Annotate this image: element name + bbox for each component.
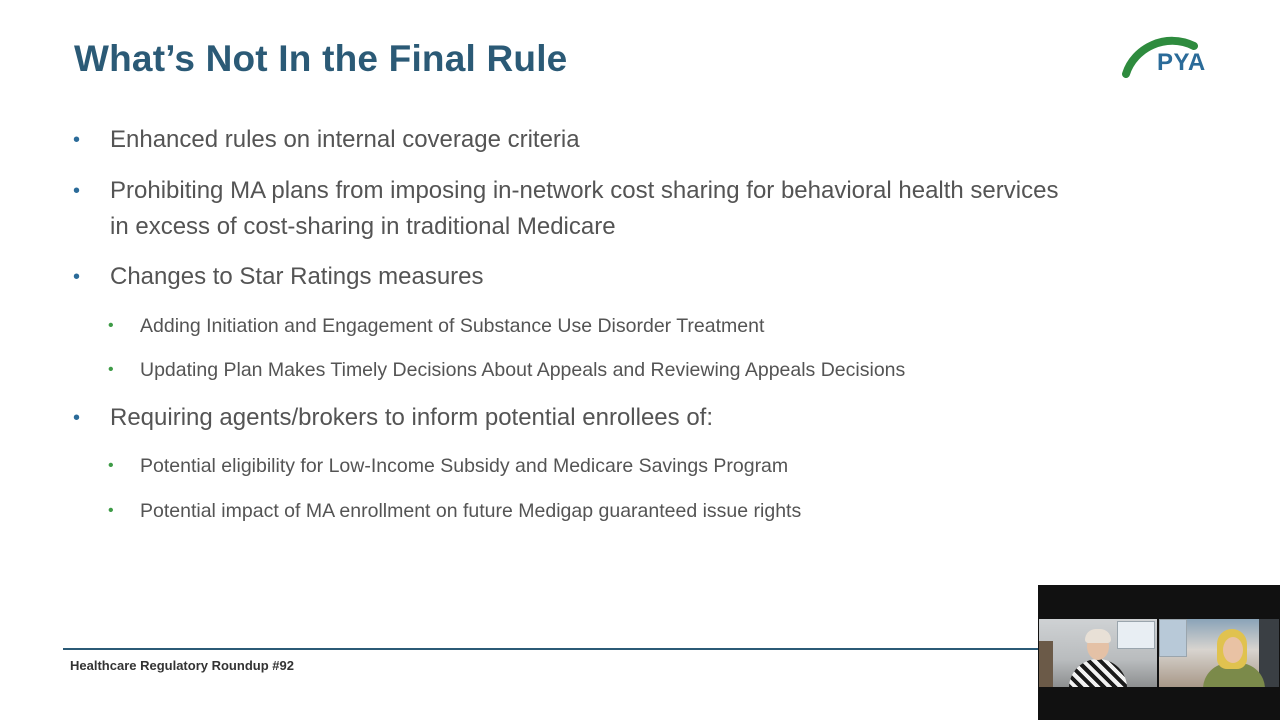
bullet-marker-icon: • — [73, 266, 81, 288]
bullet-marker-icon: • — [73, 180, 81, 202]
slide-title: What’s Not In the Final Rule — [74, 38, 568, 79]
bullet-text: Potential eligibility for Low-Income Subsidy and Medicare Savings Program — [140, 455, 789, 477]
bullet-text: Requiring agents/brokers to inform potential enrollees of: — [110, 404, 713, 431]
bullet-marker-icon: • — [73, 407, 81, 429]
participant-hair — [1085, 629, 1111, 643]
window — [1117, 621, 1155, 649]
footer-divider — [63, 648, 1043, 650]
bullet-text: Potential impact of MA enrollment on future Medigap guaranteed issue rights — [140, 500, 802, 522]
participant-body — [1069, 659, 1127, 687]
pya-logo — [1120, 34, 1220, 78]
window — [1159, 619, 1187, 657]
bullet-text: in excess of cost-sharing in traditional Medicare — [110, 213, 616, 240]
footer-text: Healthcare Regulatory Roundup #92 — [70, 658, 294, 673]
bullet-text: Updating Plan Makes Timely Decisions About Appeals and Reviewing Appeals Decisions — [140, 359, 906, 381]
logo-text: PYA — [1157, 49, 1206, 76]
bookshelf — [1039, 641, 1053, 687]
bullet-text: Enhanced rules on internal coverage criteria — [110, 126, 580, 153]
bullet-marker-icon: • — [108, 502, 114, 519]
bullet-text: Adding Initiation and Engagement of Substance Use Disorder Treatment — [140, 315, 765, 337]
bullet-text: Changes to Star Ratings measures — [110, 263, 484, 290]
bullet-marker-icon: • — [108, 361, 114, 378]
participant-video-1[interactable] — [1039, 619, 1157, 687]
bullet-marker-icon: • — [108, 457, 114, 474]
video-call-panel[interactable] — [1038, 585, 1280, 720]
bullet-marker-icon: • — [73, 129, 81, 151]
participant-head — [1223, 637, 1243, 663]
participant-video-2[interactable] — [1159, 619, 1279, 687]
bullet-marker-icon: • — [108, 317, 114, 334]
bullet-text: Prohibiting MA plans from imposing in-network cost sharing for behavioral health services — [110, 177, 1059, 204]
